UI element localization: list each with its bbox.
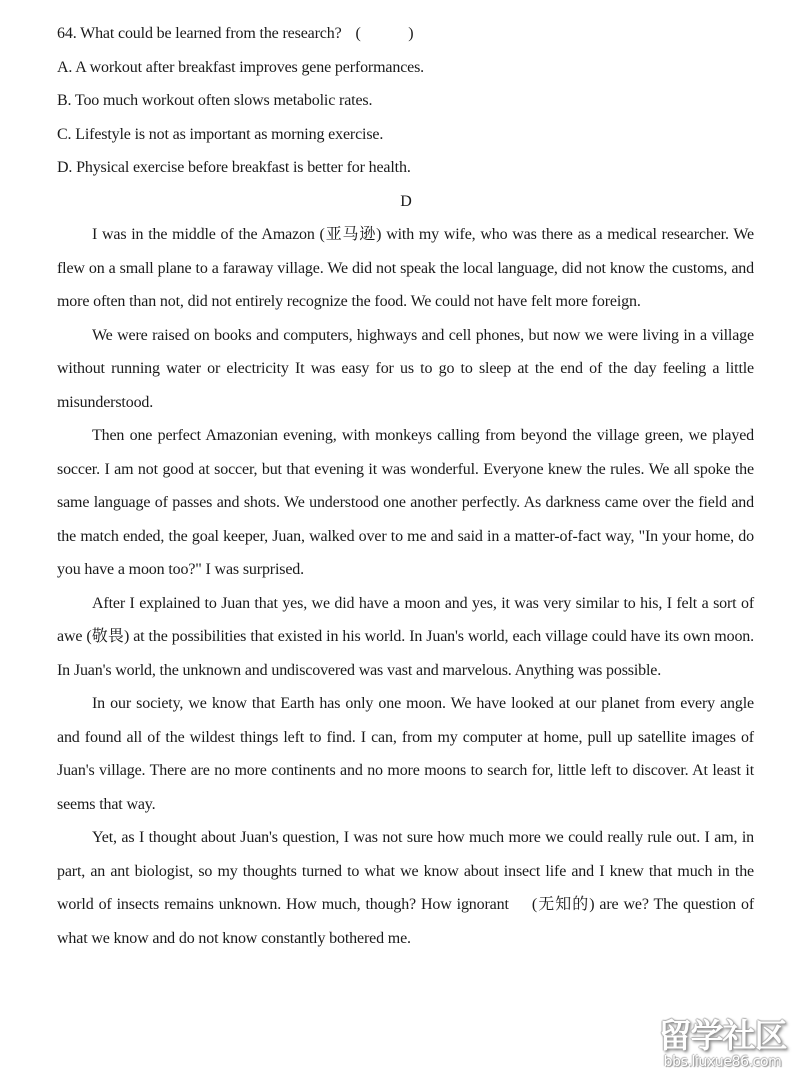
option-c: C. Lifestyle is not as important as morning exercise. bbox=[57, 125, 384, 143]
question-text: 64. What could be learned from the research? bbox=[57, 25, 342, 42]
passage-paragraph-3: Then one perfect Amazonian evening, with monkeys calling from beyond the village green, we played soccer. I am not good at soccer, but that evening it was wonderful. Everyone knew the rules. We all spoke the same language of passes and shots. We understood one another perfectly. As darkness came over the field and the match ended, the goal keeper, Juan, walked over to me and said in a matter-of-fact way, "In your home, do you have a moon too?" I was surprised. bbox=[57, 427, 754, 578]
section-heading: D bbox=[400, 192, 412, 210]
option-d: D. Physical exercise before breakfast is better for health. bbox=[57, 159, 411, 176]
exam-page bbox=[57, 17, 754, 955]
passage-paragraph-1: I was in the middle of the Amazon (亚马逊) with my wife, who was there as a medical researcher. We flew on a small plane to a faraway village. We did not speak the local language, did not know the customs, and more often than not, did not entirely recognize the food. We could not have felt more foreign. bbox=[57, 226, 754, 310]
passage-paragraph-6: Yet, as I thought about Juan's question, I was not sure how much more we could really rule out. I am, in part, an ant biologist, so my thoughts turned to what we know about insect life and I knew that much in the world of insects remains unknown. How much, though? How ignorant (无知的) are we? The question of what we know and do not know constantly bothered me. bbox=[57, 829, 754, 947]
question-64 bbox=[57, 17, 754, 51]
option-a: A. A workout after breakfast improves gene performances. bbox=[57, 58, 425, 76]
passage-paragraph-2: We were raised on books and computers, highways and cell phones, but now we were living in a village without running water or electricity It was easy for us to go to sleep at the end of the day feeling a little misunderstood. bbox=[57, 326, 754, 411]
passage-paragraph-5: In our society, we know that Earth has only one moon. We have looked at our planet from every angle and found all of the wildest things left to find. I can, from my computer at home, pull up satellite images of Juan's village. There are no more continents and no more moons to search for, little left to discover. At least it seems that way. bbox=[57, 695, 754, 813]
answer-blank: ( ) bbox=[355, 25, 414, 42]
option-b: B. Too much workout often slows metabolic rates. bbox=[57, 92, 373, 109]
passage-paragraph-4: After I explained to Juan that yes, we did have a moon and yes, it was very similar to his, I felt a sort of awe (敬畏) at the possibilities that existed in his world. In Juan's world, each village could have its own moon. In Juan's world, the unknown and undiscovered was vast and marvelous. Anything was possible. bbox=[57, 594, 754, 679]
watermark-title: 留学社区 bbox=[658, 1016, 787, 1055]
watermark-url: bbs.liuxue86.com bbox=[663, 1054, 782, 1070]
site-watermark bbox=[645, 1018, 800, 1070]
